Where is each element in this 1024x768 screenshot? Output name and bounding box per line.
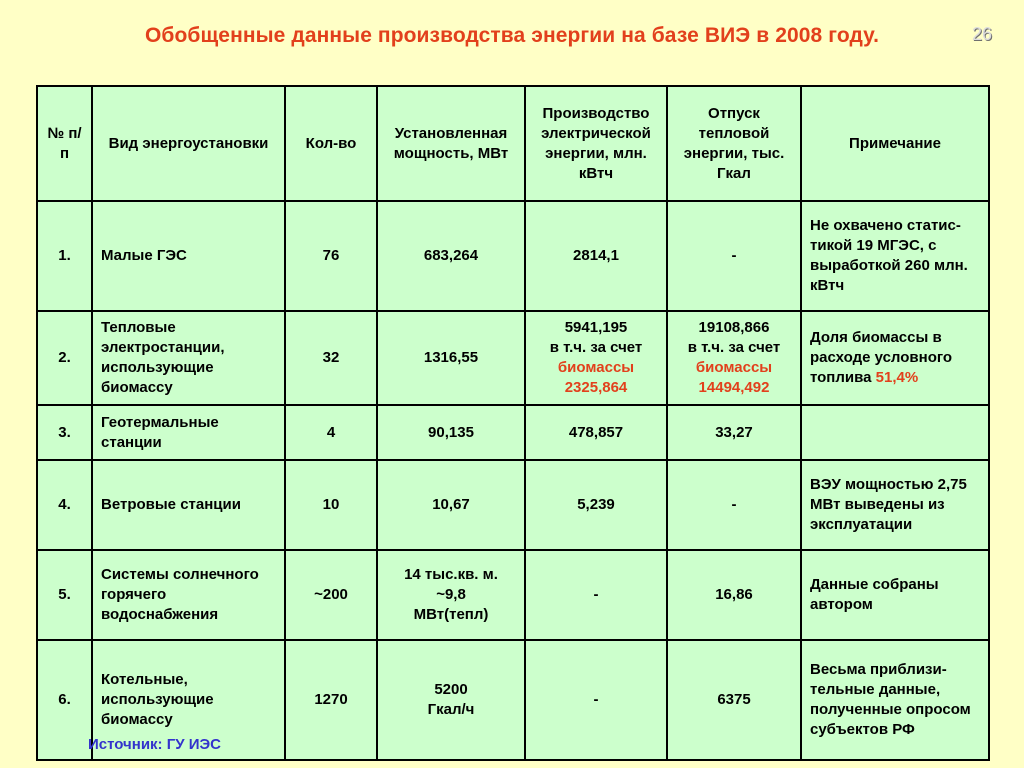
table-row [37, 460, 989, 550]
energy-data-table [36, 85, 990, 761]
row-count: 4 [285, 405, 377, 460]
capacity-unit: МВт(тепл) [413, 606, 489, 623]
header-num: № п/п [37, 86, 92, 201]
row-electricity: 5,239 [525, 460, 667, 550]
electricity-total: 5941,195 [564, 319, 628, 336]
electricity-sub-label: в т.ч. за счет [549, 339, 643, 356]
table-body [37, 201, 989, 760]
row-num: 2. [37, 311, 92, 405]
table-row [37, 550, 989, 640]
row-electricity [525, 311, 667, 405]
row-note: Не охвачено статис-тикой 19 МГЭС, с выработкой 260 млн. кВтч [801, 201, 989, 311]
note-text: Доля биомассы в расходе условного топлива [810, 329, 953, 386]
row-num: 5. [37, 550, 92, 640]
row-type: Ветровые станции [92, 460, 285, 550]
heat-biomass-label: биомассы [695, 359, 773, 376]
row-type: Котельные, использующие биомассу [92, 640, 285, 760]
row-num: 3. [37, 405, 92, 460]
capacity-unit: Гкал/ч [427, 701, 475, 718]
slide-number: 26 [971, 24, 992, 44]
header-note: Примечание [801, 86, 989, 201]
row-electricity: - [525, 640, 667, 760]
note-accent-value: 51,4% [875, 369, 919, 386]
row-heat [667, 311, 801, 405]
heat-total: 19108,866 [698, 319, 770, 336]
row-num: 1. [37, 201, 92, 311]
row-capacity: 1316,55 [377, 311, 525, 405]
row-note [801, 311, 989, 405]
header-heat: Отпуск тепловой энергии, тыс. Гкал [667, 86, 801, 201]
row-heat: - [667, 201, 801, 311]
row-count: 76 [285, 201, 377, 311]
row-note: ВЭУ мощностью 2,75 МВт выведены из эксплуатации [801, 460, 989, 550]
row-capacity: 683,264 [377, 201, 525, 311]
row-capacity: 10,67 [377, 460, 525, 550]
row-type: Тепловые электростанции, использующие биомассу [92, 311, 285, 405]
row-electricity: 2814,1 [525, 201, 667, 311]
row-num: 6. [37, 640, 92, 760]
row-capacity [377, 640, 525, 760]
row-count: ~200 [285, 550, 377, 640]
header-row [37, 86, 989, 201]
row-type: Системы солнечного горячего водоснабжения [92, 550, 285, 640]
heat-biomass-value: 14494,492 [698, 379, 770, 396]
row-count: 10 [285, 460, 377, 550]
row-electricity: 478,857 [525, 405, 667, 460]
row-capacity: 90,135 [377, 405, 525, 460]
table-row [37, 311, 989, 405]
table-header [37, 86, 989, 201]
header-type: Вид энергоустановки [92, 86, 285, 201]
row-capacity [377, 550, 525, 640]
row-num: 4. [37, 460, 92, 550]
row-note: Весьма приблизи-тельные данные, полученные опросом субъектов РФ [801, 640, 989, 760]
row-heat: 6375 [667, 640, 801, 760]
row-heat: 33,27 [667, 405, 801, 460]
electricity-biomass-label: биомассы [557, 359, 635, 376]
row-count: 1270 [285, 640, 377, 760]
table-row [37, 405, 989, 460]
table-row [37, 201, 989, 311]
row-type: Малые ГЭС [92, 201, 285, 311]
row-count: 32 [285, 311, 377, 405]
row-heat: 16,86 [667, 550, 801, 640]
source-caption: Источник: ГУ ИЭС [88, 736, 222, 753]
row-note [801, 405, 989, 460]
capacity-value: 5200 [434, 681, 468, 698]
capacity-area: 14 тыс.кв. м. [404, 566, 498, 583]
slide-title: Обобщенные данные производства энергии на базе ВИЭ в 2008 году. [144, 24, 880, 47]
header-capacity: Установленная мощность, МВт [377, 86, 525, 201]
heat-sub-label: в т.ч. за счет [687, 339, 781, 356]
header-electricity: Производство электрической энергии, млн. кВтч [525, 86, 667, 201]
row-heat: - [667, 460, 801, 550]
row-electricity: - [525, 550, 667, 640]
capacity-power: ~9,8 [436, 586, 466, 603]
header-count: Кол-во [285, 86, 377, 201]
row-note: Данные собраны автором [801, 550, 989, 640]
row-type: Геотермальные станции [92, 405, 285, 460]
electricity-biomass-value: 2325,864 [564, 379, 628, 396]
